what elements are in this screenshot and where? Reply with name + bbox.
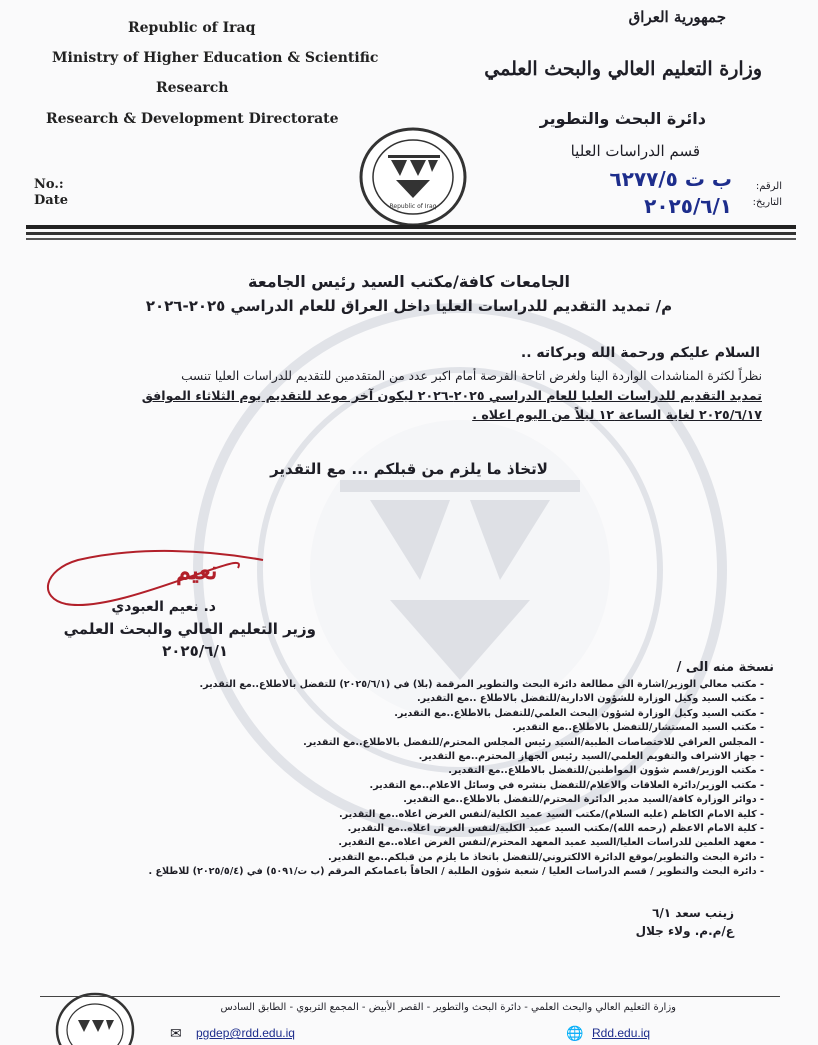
email-icon: ✉: [170, 1026, 182, 1042]
header-country-ar: جمهورية العراق: [628, 8, 726, 26]
sign-date: ٢٠٢٥/٦/١: [162, 642, 228, 660]
header-ministry-en-line2: Research: [156, 80, 229, 96]
closing: لاتخاذ ما يلزم من قبلكم ... مع التقدير: [270, 460, 548, 478]
date-value: ٢٠٢٥/٦/١: [644, 194, 732, 218]
header-rule: [26, 238, 796, 240]
subject: م/ تمديد التقديم للدراسات العليا داخل العراق للعام الدراسي ٢٠٢٥-٢٠٢٦: [145, 297, 673, 315]
header-ministry-en: Ministry of Higher Education & Scientific: [52, 50, 379, 66]
footer-emblem: [54, 990, 136, 1045]
signer-title: وزير التعليم العالي والبحث العلمي: [63, 620, 316, 638]
footer-website-link[interactable]: Rdd.edu.iq: [592, 1026, 651, 1040]
footer-rule: [40, 996, 780, 997]
date-label-ar: التاريخ:: [752, 197, 782, 208]
reviewer-note: ع/م.م. ولاء جلال: [635, 924, 734, 938]
header-ministry-ar: وزارة التعليم العالي والبحث العلمي: [484, 58, 762, 80]
globe-icon: 🌐: [566, 1026, 584, 1042]
list-item: - كلية الامام الكاظم (عليه السلام)/مكتب السيد عميد الكلية/لنفس الغرض اعلاه..مع التقدير.: [338, 808, 764, 820]
list-item: - معهد العلمين للدراسات العليا/السيد عميد المعهد المحترم/لنفس الغرض اعلاه..مع التقدير.: [338, 837, 764, 849]
author-note: زينب سعد ٦/١: [652, 906, 734, 920]
ref-value: ب ت ٦٢٧٧/٥: [609, 167, 732, 191]
header-country-en: Republic of Iraq: [128, 20, 256, 36]
list-item: - مكتب السيد وكيل الوزارة للشؤون الادارية/للتفضل بالاطلاع ..مع التقدير.: [416, 693, 764, 705]
header-section-ar: قسم الدراسات العليا: [570, 142, 700, 160]
recipient: الجامعات كافة/مكتب السيد رئيس الجامعة: [248, 272, 570, 291]
list-item: - كلية الامام الاعظم (رحمه الله)/مكتب السيد عميد الكلية/لنفس الغرض اعلاه..مع التقدير.: [347, 823, 764, 835]
list-item: - دائرة البحث والتطوير/موقع الدائرة الالكتروني/للتفضل باتخاذ ما يلزم من قبلكم..مع التقدير.: [328, 851, 764, 863]
ref-label: الرقم:: [755, 181, 782, 192]
emblem-seal-text: Republic of Iraq: [389, 203, 437, 210]
copies-heading: نسخة منه الى /: [676, 660, 774, 675]
list-item: - جهاز الاشراف والتقويم العلمي/السيد رئيس الجهاز المحترم..مع التقدير.: [418, 751, 764, 763]
no-label: No.:: [34, 177, 64, 192]
header-directorate-en: Research & Development Directorate: [46, 111, 339, 127]
header-directorate-ar: دائرة البحث والتطوير: [539, 109, 706, 128]
header-rule: [26, 225, 796, 229]
list-item: - مكتب السيد وكيل الوزارة لشؤون البحث العلمي/للتفضل بالاطلاع..مع التقدير.: [394, 707, 764, 719]
signer-name: د. نعيم العبودي: [111, 599, 216, 615]
list-item: - دائرة البحث والتطوير / قسم الدراسات العليا / شعبة شؤون الطلبة / الحاقاً باعمامكم المرقم (ب ت/٥٠٩١) في (٢٠٢٥/٥/٤) للاطلاع .: [148, 866, 764, 878]
body-line-2: تمديد التقديم للدراسات العليا للعام الدراسي ٢٠٢٥-٢٠٢٦ ليكون آخر موعد للتقديم يوم الثلاثاء الموافق: [141, 388, 762, 403]
list-item: - مكتب السيد المستشار/للتفضل بالاطلاع..مع التقدير.: [512, 722, 764, 734]
body-line-3: ٢٠٢٥/٦/١٧ لغاية الساعة ١٢ ليلاً من اليوم اعلاه .: [472, 407, 762, 422]
footer-address: وزارة التعليم العالي والبحث العلمي - دائرة البحث والتطوير - القصر الأبيض - المجمع التربوي - الطابق السادس: [220, 1002, 676, 1013]
list-item: - مكتب الوزير/قسم شؤون المواطنين/للتفضل بالاطلاع..مع التقدير.: [448, 765, 764, 777]
ministry-emblem: [358, 126, 468, 228]
header-rule: [26, 232, 796, 235]
list-item: - مكتب الوزير/دائرة العلاقات والاعلام/للتفضل بنشره في وسائل الاعلام..مع التقدير.: [369, 779, 764, 791]
copies-list: [148, 678, 764, 880]
list-item: - المجلس العراقي للاختصاصات الطبية/السيد رئيس المجلس المحترم/للتفضل بالاطلاع..مع التقدير.: [303, 736, 764, 748]
list-item: - دوائر الوزارة كافة/السيد مدير الدائرة المحترم/للتفضل بالاطلاع..مع التقدير.: [403, 794, 764, 806]
date-label: Date: [34, 193, 68, 208]
greeting: السلام عليكم ورحمة الله وبركاته ..: [520, 345, 760, 361]
list-item: - مكتب معالي الوزير/اشارة الى مطالعة دائرة البحث والتطوير المرقمة (بلا) في (٢٠٢٥/٦/١) للتفضل بالاطلاع..مع التقدير.: [199, 679, 764, 690]
signature-text: نعيم: [176, 556, 218, 585]
footer-email-link[interactable]: pgdep@rdd.edu.iq: [196, 1026, 295, 1040]
body-line-1: نظراً لكثرة المناشدات الواردة الينا ولغرض اتاحة الفرصة أمام اكبر عدد من المتقدمين للتقديم للدراسات العليا تنسب: [181, 369, 762, 383]
